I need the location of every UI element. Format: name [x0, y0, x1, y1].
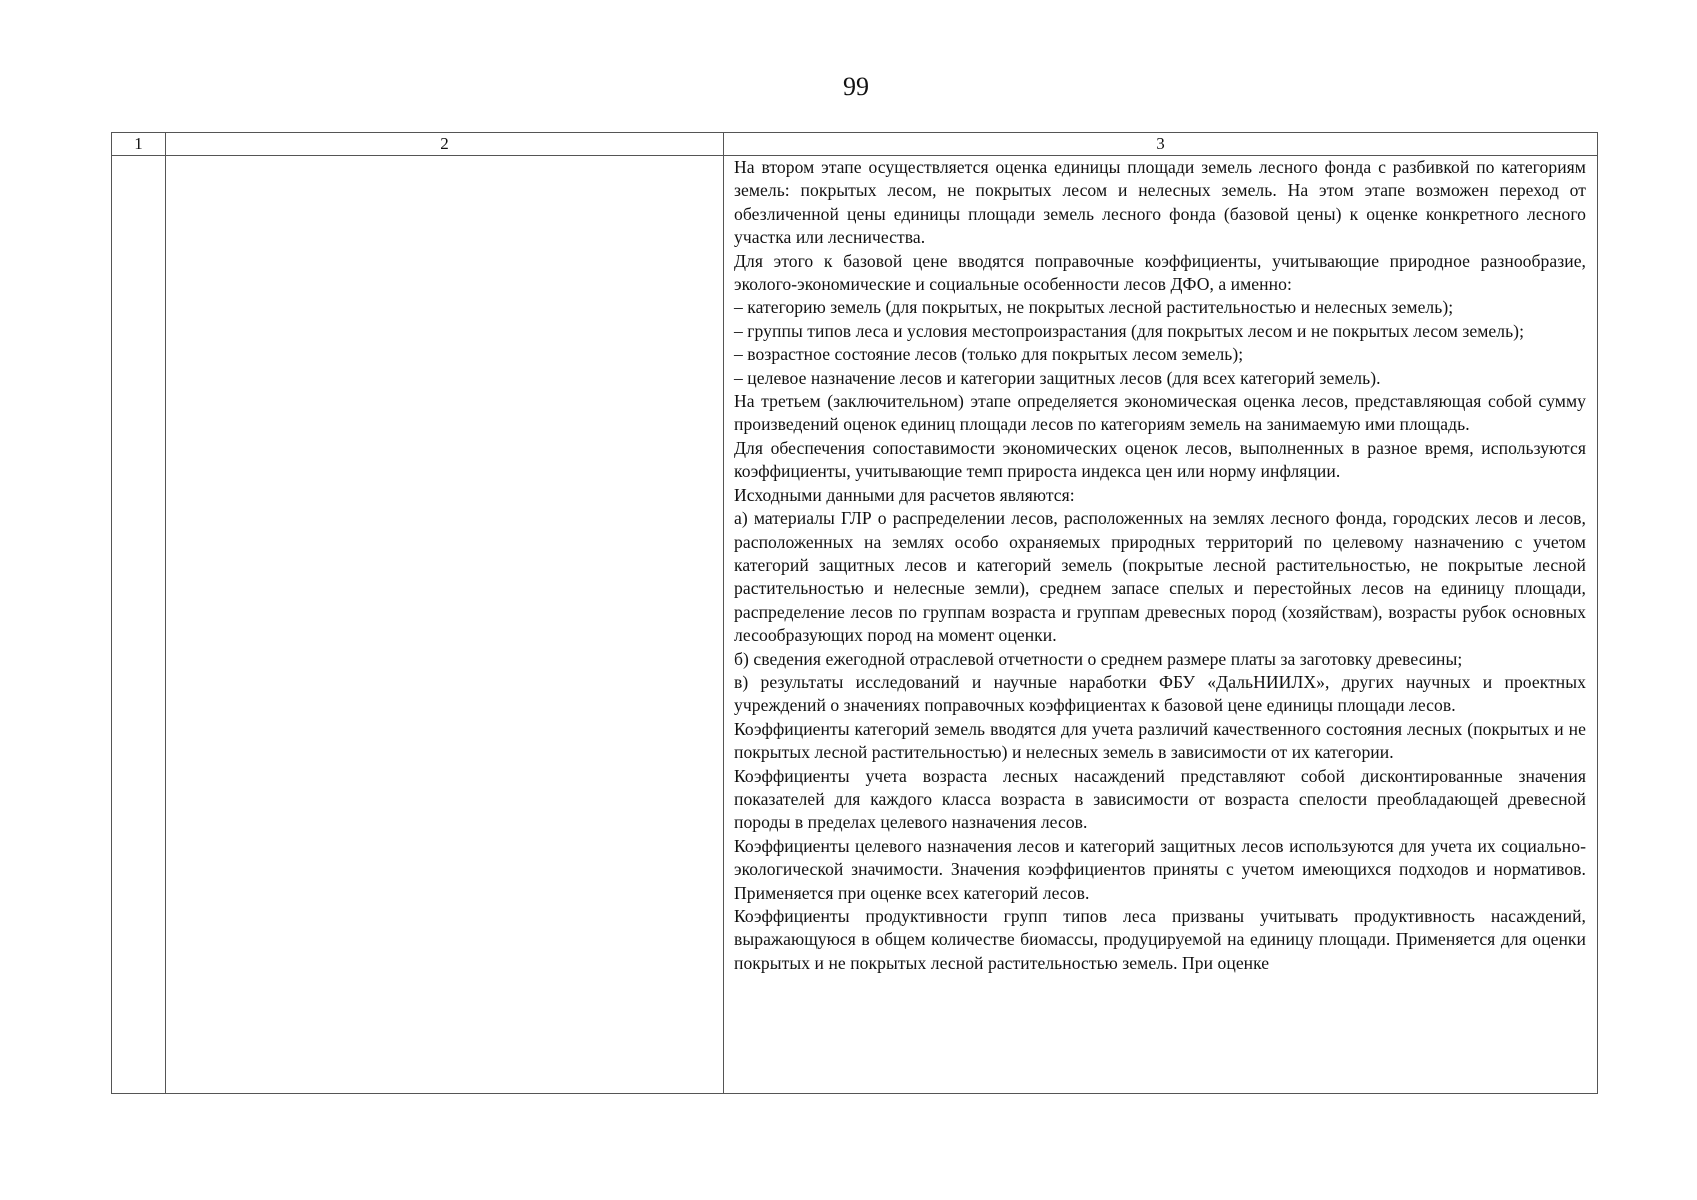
cell-column-3 [724, 156, 1598, 1094]
list-item: б) сведения ежегодной отраслевой отчетности о среднем размере платы за заготовку древесины; [734, 648, 1463, 669]
paragraph: Коэффициенты категорий земель вводятся для учета различий качественного состояния лесных (покрытых и не покрытых лесной растительностью) и нелесных земель в зависимости от их категории. [734, 718, 1586, 763]
document-table [111, 132, 1598, 1094]
paragraph: Коэффициенты учета возраста лесных насаждений представляют собой дисконтированные значения показателей для каждого класса возраста в зависимости от возраста спелости преобладающей древесной породы в пределах целевого назначения лесов. [734, 765, 1586, 833]
column-header-1: 1 [112, 133, 166, 156]
list-item: – категорию земель (для покрытых, не покрытых лесной растительностью и нелесных земель); [734, 297, 1454, 318]
paragraph: Коэффициенты продуктивности групп типов леса призваны учитывать продуктивность насаждений, выражающуюся в общем количестве биомассы, продуцируемой на единицу площади. Применяется для оценки покрытых и не покрытых лесной растительностью земель. При оценке [734, 906, 1586, 973]
list-item: – группы типов леса и условия местопроизрастания (для покрытых лесом и не покрытых лесом земель); [734, 320, 1525, 341]
paragraph: Для этого к базовой цене вводятся поправочные коэффициенты, учитывающие природное разнообразие, эколого-экономические и социальные особенности лесов ДФО, а именно: [734, 250, 1586, 295]
table-header-row [112, 133, 1598, 156]
paragraph: Исходными данными для расчетов являются: [734, 484, 1075, 505]
cell-column-2 [166, 156, 724, 1094]
list-item: в) результаты исследований и научные наработки ФБУ «ДальНИИЛХ», других научных и проектных учреждений о значениях поправочных коэффициентах к базовой цене единицы площади лесов. [734, 671, 1586, 716]
paragraph: Коэффициенты целевого назначения лесов и категорий защитных лесов используются для учета их социально-экологической значимости. Значения коэффициентов приняты с учетом имеющихся подходов и нормативов. Применяется при оценке всех категорий лесов. [734, 835, 1586, 903]
list-item: а) материалы ГЛР о распределении лесов, расположенных на землях лесного фонда, городских лесов и лесов, расположенных на землях особо охраняемых природных территорий по целевому назначению с учетом категорий защитных лесов и категорий земель (покрытые лесной растительностью, не покрытые лесной растительностью и нелесные земли), среднем запасе спелых и перестойных лесов на единицу площади, распределение лесов по группам возраста и группам древесных пород (хозяйствам), возрасты рубок основных лесообразующих пород на момент оценки. [734, 508, 1586, 646]
paragraph: На третьем (заключительном) этапе определяется экономическая оценка лесов, представляющая собой сумму произведений оценок единиц площади лесов по категориям земель на занимаемую ими площадь. [734, 391, 1586, 435]
list-item: – целевое назначение лесов и категории защитных лесов (для всех категорий земель). [734, 367, 1381, 388]
column-header-2: 2 [166, 133, 724, 156]
page-number: 99 [843, 72, 869, 101]
table-body-row [112, 156, 1598, 1094]
column-header-3: 3 [724, 133, 1598, 156]
paragraph: На втором этапе осуществляется оценка единицы площади земель лесного фонда с разбивкой по категориям земель: покрытых лесом, не покрытых лесом и нелесных земель. На этом этапе возможен переход от обезличенной цены единицы площади земель лесного фонда (базовой цены) к оценке конкретного лесного участка или лесничества. [734, 157, 1586, 248]
list-item: – возрастное состояние лесов (только для покрытых лесом земель); [734, 344, 1244, 365]
cell-column-1 [112, 156, 166, 1094]
paragraph: Для обеспечения сопоставимости экономических оценок лесов, выполненных в разное время, используются коэффициенты, учитывающие темп прироста индекса цен или норму инфляции. [734, 437, 1586, 482]
